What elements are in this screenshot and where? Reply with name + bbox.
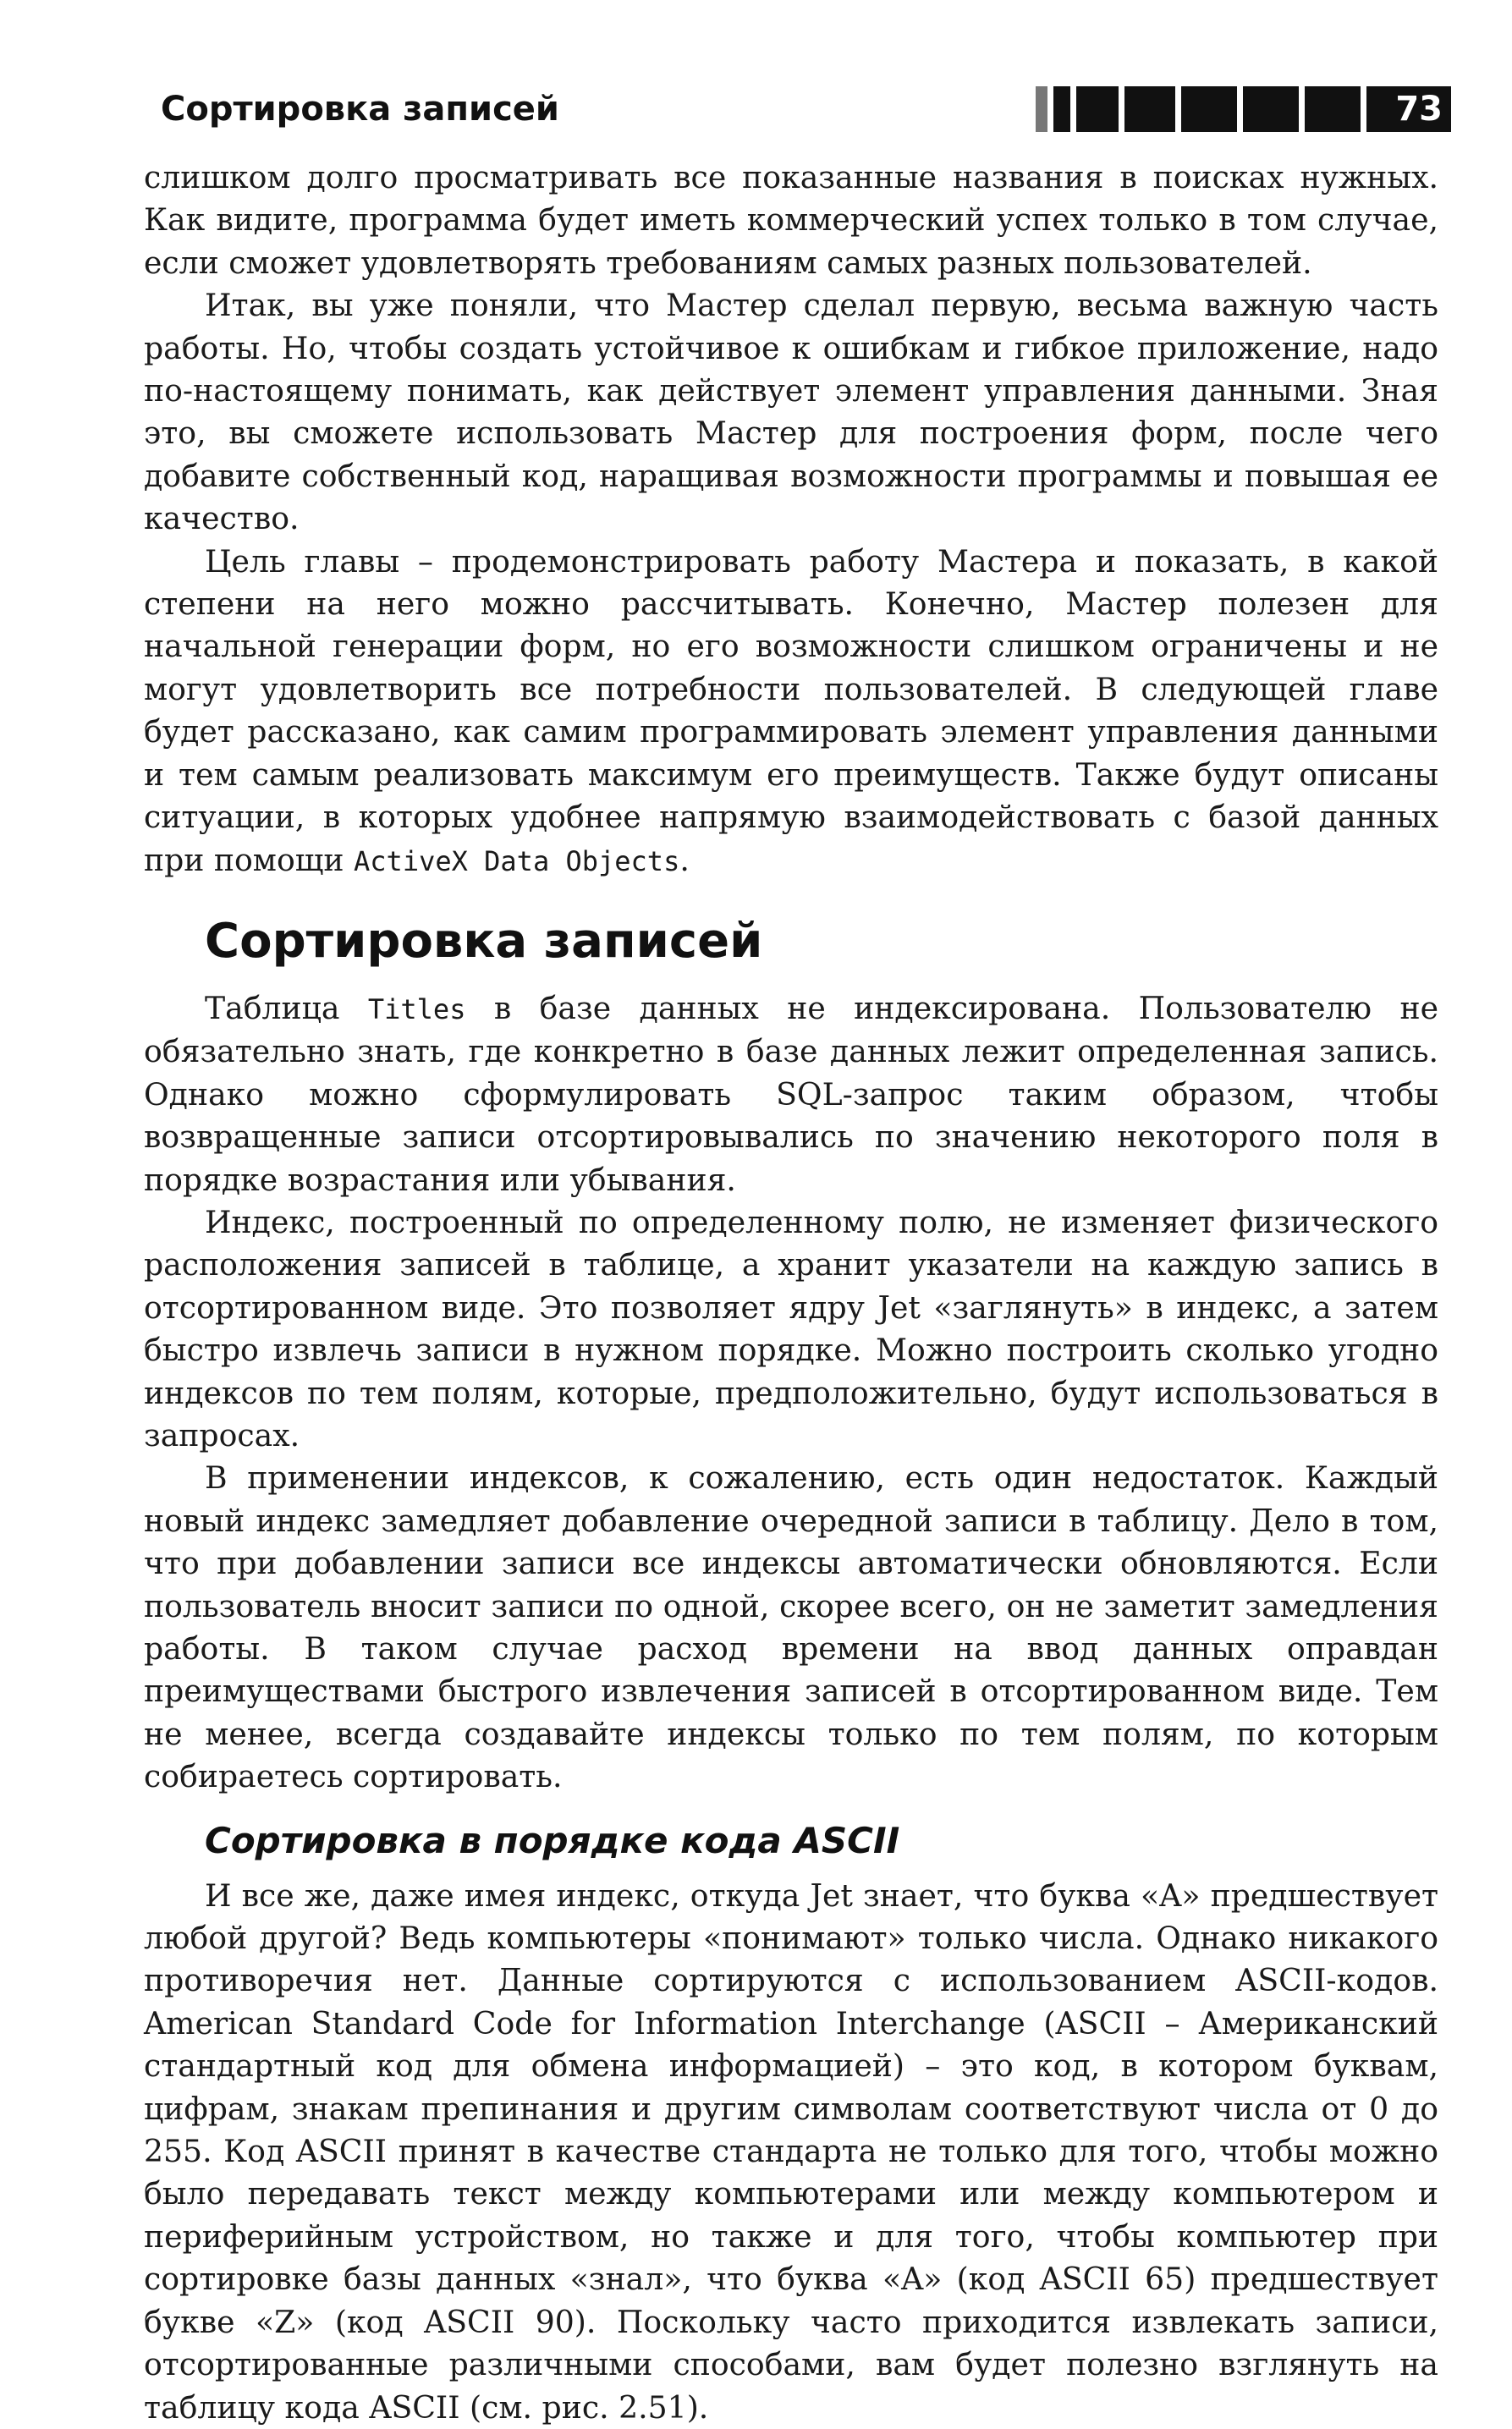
header-bar	[1076, 86, 1119, 132]
page-body	[144, 157, 1438, 2429]
paragraph-text: .	[679, 841, 690, 878]
inline-code: ActiveX Data Objects	[354, 844, 680, 877]
header-bar	[1036, 86, 1047, 132]
running-title: Сортировка записей	[161, 90, 559, 129]
header-bar	[1181, 86, 1237, 132]
intro-paragraph: слишком долго просматривать все показанные названия в поисках нужных. Как видите, программа будет иметь коммерческий успех только в том случае, если сможет удовлетворять требованиям самых разных пользователей.	[144, 159, 1438, 281]
running-header	[161, 85, 1451, 144]
section-paragraph	[144, 987, 1438, 1201]
section-paragraph: В применении индексов, к сожалению, есть один недостаток. Каждый новый индекс замедляет добавление очередной записи в таблицу. Дело в том, что при добавлении записи все индексы автоматически обновляются. Если пользователь вносит записи по одной, скорее всего, он не заметит замедления работы. В таком случае расход времени на ввод данных оправдан преимуществами быстрого извлечения записей в отсортированном виде. Тем не менее, всегда создавайте индексы только по тем полям, по которым собираетесь сортировать.	[144, 1459, 1438, 1795]
header-decoration	[1036, 86, 1451, 132]
header-bar	[1124, 86, 1175, 132]
inline-code: Titles	[367, 992, 466, 1025]
section-paragraph: Индекс, построенный по определенному полю, не изменяет физического расположения записей в таблице, а хранит указатели на каждую запись в отсортированном виде. Это позволяет ядру Jet «заглянуть» в индекс, а затем быстро извлечь записи в нужном порядке. Можно построить сколько угодно индексов по тем полям, которые, предположительно, будут использоваться в запросах.	[144, 1203, 1438, 1454]
subsection-heading: Сортировка в порядке кода ASCII	[205, 1819, 900, 1861]
subsection-paragraph: И все же, даже имея индекс, откуда Jet знает, что буква «A» предшествует любой другой? Ведь компьютеры «понимают» только числа. Однако никакого противоречия нет. Данные сортируются с использованием ASCII-кодов. American Standard Code for Information Interchange (ASCII – Американский стандартный код для обмена информацией) – это код, в котором буквам, цифрам, знакам препинания и другим символам соответствуют числа от 0 до 255. Код ASCII принят в качестве стандарта не только для того, чтобы можно было передавать текст между компьютерами или между компьютером и периферийным устройством, но также и для того, чтобы компьютер при сортировке базы данных «знал», что буква «A» (код ASCII 65) предшествует букве «Z» (код ASCII 90). Поскольку часто приходится извлекать записи, отсортированные различными способами, вам будет полезно взглянуть на таблицу кода ASCII (см. рис. 2.51).	[144, 1877, 1438, 2426]
page-number: 73	[1366, 86, 1451, 132]
paragraph-text: Таблица	[205, 989, 368, 1026]
paragraph-text: в базе данных не индексирована. Пользователю не обязательно знать, где конкретно в базе данных лежит определенная запись. Однако можно сформулировать SQL-запрос таким образом, чтобы возвращенные записи отсортировывались по значению некоторого поля в порядке возрастания или убывания.	[144, 989, 1438, 1198]
section-heading: Сортировка записей	[205, 913, 763, 969]
intro-paragraph	[144, 541, 1438, 882]
paragraph-text: Цель главы – продемонстрировать работу Мастера и показать, в какой степени на него можно рассчитывать. Конечно, Мастер полезен для начальной генерации форм, но его возможности слишком ограничены и не могут удовлетворить все потребности пользователей. В следующей главе будет рассказано, как самим программировать элемент управления данными и тем самым реализовать максимум его преимуществ. Также будут описаны ситуации, в которых удобнее напрямую взаимодействовать с базой данных при помощи	[144, 542, 1438, 878]
header-bar	[1305, 86, 1361, 132]
header-bar	[1243, 86, 1299, 132]
intro-paragraph: Итак, вы уже поняли, что Мастер сделал первую, весьма важную часть работы. Но, чтобы создать устойчивое к ошибкам и гибкое приложение, надо по-настоящему понимать, как действует элемент управления данными. Зная это, вы сможете использовать Мастер для построения форм, после чего добавите собственный код, наращивая возможности программы и повышая ее качество.	[144, 287, 1438, 537]
header-bar	[1053, 86, 1070, 132]
